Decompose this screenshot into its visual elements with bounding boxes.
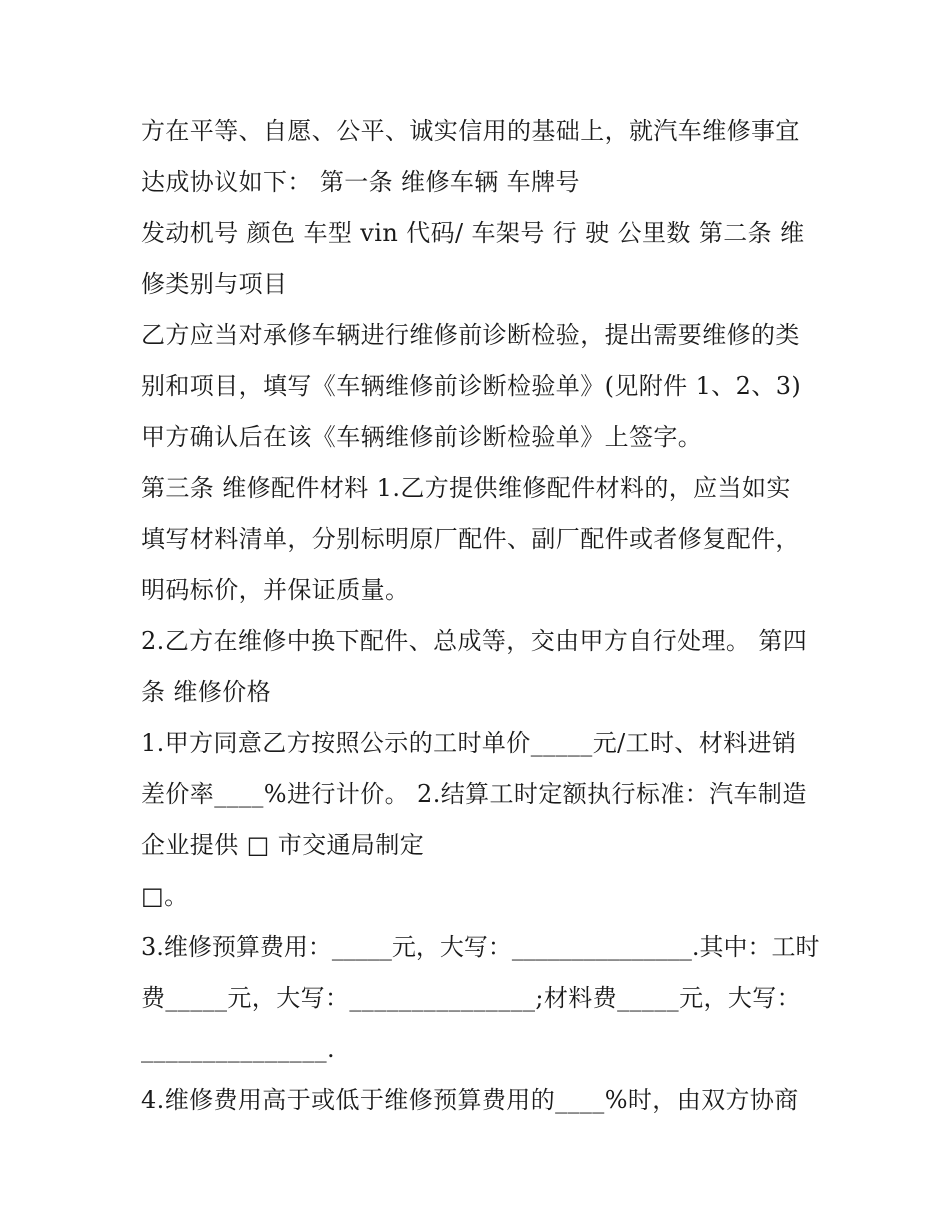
text-line: 别和项目，填写《车辆维修前诊断检验单》(见附件 1、2、3) — [141, 372, 802, 400]
text-line: 第三条 维修配件材料 1.乙方提供维修配件材料的，应当如实 — [141, 474, 791, 502]
text-line: 明码标价，并保证质量。 — [141, 576, 410, 604]
text-line: 达成协议如下： 第一条 维修车辆 车牌号 — [141, 168, 580, 196]
text-line: 条 维修价格 — [141, 678, 272, 706]
text-line: 甲方确认后在该《车辆维修前诊断检验单》上签字。 — [141, 423, 703, 451]
text-line: 1.甲方同意乙方按照公示的工时单价_____元/工时、材料进销 — [141, 729, 797, 757]
text-line: 方在平等、自愿、公平、诚实信用的基础上，就汽车维修事宜 — [141, 117, 800, 145]
text-line: 乙方应当对承修车辆进行维修前诊断检验，提出需要维修的类 — [141, 321, 800, 349]
text-line: 4.维修费用高于或低于维修预算费用的____%时，由双方协商 — [141, 1086, 799, 1114]
text-line: 修类别与项目 — [141, 270, 288, 298]
text-line: _______________. — [141, 1035, 336, 1063]
text-line: 费_____元，大写：_______________;材料费_____元，大写： — [141, 984, 802, 1012]
text-line: 企业提供 □ 市交通局制定 — [141, 831, 425, 859]
document-body — [141, 106, 821, 1126]
text-line: 3.维修预算费用：_____元，大写：_______________.其中：工时 — [141, 933, 820, 961]
text-line: 发动机号 颜色 车型 vin 代码/ 车架号 行 驶 公里数 第二条 维 — [141, 219, 805, 247]
text-line: □。 — [141, 882, 189, 910]
text-line: 填写材料清单，分别标明原厂配件、副厂配件或者修复配件， — [141, 525, 800, 553]
text-line: 差价率____%进行计价。 2.结算工时定额执行标准：汽车制造 — [141, 780, 807, 808]
text-line: 2.乙方在维修中换下配件、总成等，交由甲方自行处理。 第四 — [141, 627, 808, 655]
